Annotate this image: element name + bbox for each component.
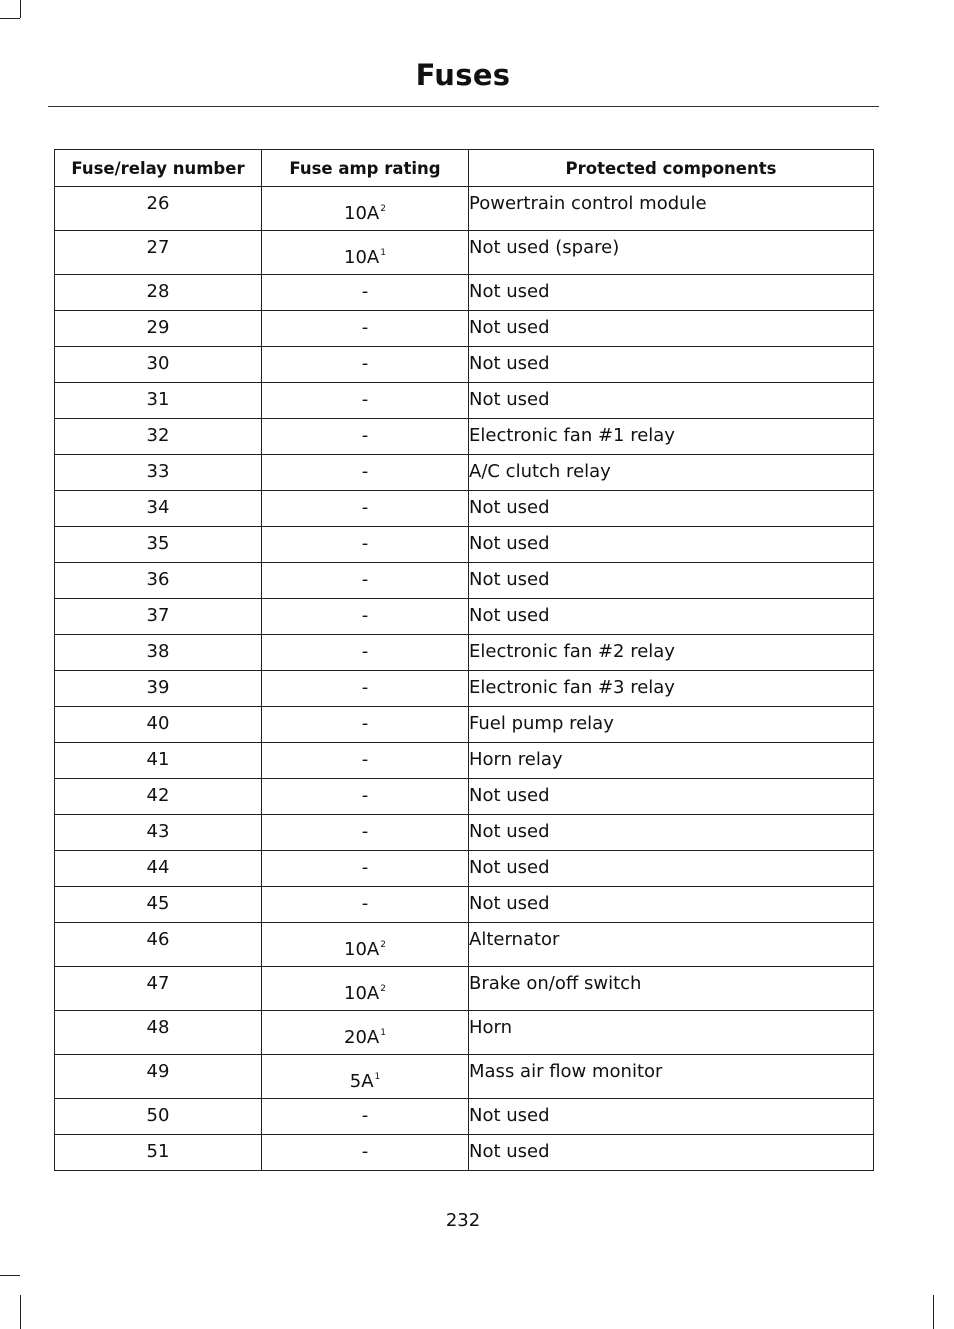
table-row — [55, 1055, 874, 1099]
amp-rating-cell — [262, 563, 469, 599]
protected-component-cell: Not used — [469, 599, 874, 635]
amp-rating-cell — [262, 311, 469, 347]
protected-component-cell: Not used (spare) — [469, 231, 874, 275]
fuse-number-cell: 30 — [55, 347, 262, 383]
fuse-table — [54, 149, 874, 1171]
fuse-number-cell: 38 — [55, 635, 262, 671]
amp-rating-cell — [262, 1011, 469, 1055]
protected-component-cell: A/C clutch relay — [469, 455, 874, 491]
table-row — [55, 347, 874, 383]
amp-rating-value: - — [361, 1105, 369, 1126]
footnote-marker: 1 — [380, 1028, 386, 1038]
amp-rating-value: - — [361, 497, 369, 518]
amp-rating-cell — [262, 635, 469, 671]
amp-rating-cell — [262, 967, 469, 1011]
footnote-marker: 1 — [374, 1072, 381, 1082]
fuse-number-cell: 40 — [55, 707, 262, 743]
fuse-number-cell: 51 — [55, 1135, 262, 1171]
amp-rating-value: 20A — [344, 1027, 380, 1048]
amp-rating-value: 10A — [344, 203, 380, 224]
protected-component-cell: Electronic fan #1 relay — [469, 419, 874, 455]
protected-component-cell: Not used — [469, 887, 874, 923]
amp-rating-value: - — [361, 533, 369, 554]
amp-rating-value: - — [361, 1141, 369, 1162]
amp-rating-cell — [262, 1055, 469, 1099]
amp-rating-cell — [262, 275, 469, 311]
amp-rating-cell — [262, 231, 469, 275]
table-row — [55, 275, 874, 311]
fuse-number-cell: 46 — [55, 923, 262, 967]
table-row — [55, 923, 874, 967]
amp-rating-value: - — [361, 749, 369, 770]
fuse-number-cell: 39 — [55, 671, 262, 707]
header-fuse-number: Fuse/relay number — [55, 150, 262, 187]
protected-component-cell: Mass air flow monitor — [469, 1055, 874, 1099]
table-row — [55, 671, 874, 707]
table-row — [55, 231, 874, 275]
fuse-number-cell: 43 — [55, 815, 262, 851]
amp-rating-value: - — [361, 713, 369, 734]
amp-rating-value: 10A — [344, 939, 380, 960]
fuse-number-cell: 49 — [55, 1055, 262, 1099]
amp-rating-value: - — [361, 821, 369, 842]
table-header-row — [55, 150, 874, 187]
amp-rating-value: 10A — [344, 983, 380, 1004]
fuse-number-cell: 41 — [55, 743, 262, 779]
table-row — [55, 1011, 874, 1055]
fuse-number-cell: 31 — [55, 383, 262, 419]
amp-rating-value: - — [361, 389, 369, 410]
amp-rating-value: - — [361, 677, 369, 698]
table-row — [55, 563, 874, 599]
table-row — [55, 187, 874, 231]
amp-rating-cell — [262, 743, 469, 779]
amp-rating-value: - — [361, 605, 369, 626]
fuse-number-cell: 45 — [55, 887, 262, 923]
table-row — [55, 887, 874, 923]
fuse-number-cell: 26 — [55, 187, 262, 231]
header-amp-rating: Fuse amp rating — [262, 150, 469, 187]
amp-rating-cell — [262, 923, 469, 967]
amp-rating-cell — [262, 187, 469, 231]
table-row — [55, 527, 874, 563]
table-row — [55, 383, 874, 419]
amp-rating-value: - — [361, 425, 369, 446]
fuse-number-cell: 29 — [55, 311, 262, 347]
protected-component-cell: Not used — [469, 779, 874, 815]
amp-rating-value: 5A — [349, 1071, 374, 1092]
page-number: 232 — [445, 1210, 481, 1231]
amp-rating-value: - — [361, 317, 369, 338]
table-row — [55, 815, 874, 851]
amp-rating-cell — [262, 599, 469, 635]
amp-rating-cell — [262, 671, 469, 707]
protected-component-cell: Not used — [469, 1099, 874, 1135]
table-row — [55, 599, 874, 635]
table-row — [55, 967, 874, 1011]
amp-rating-cell — [262, 1099, 469, 1135]
protected-component-cell: Not used — [469, 311, 874, 347]
amp-rating-cell — [262, 887, 469, 923]
table-row — [55, 635, 874, 671]
table-row — [55, 1099, 874, 1135]
fuse-number-cell: 48 — [55, 1011, 262, 1055]
fuse-number-cell: 27 — [55, 231, 262, 275]
protected-component-cell: Not used — [469, 563, 874, 599]
footnote-marker: 2 — [380, 984, 386, 994]
amp-rating-cell — [262, 779, 469, 815]
amp-rating-value: - — [361, 281, 369, 302]
table-row — [55, 311, 874, 347]
fuse-number-cell: 50 — [55, 1099, 262, 1135]
crop-mark — [20, 0, 21, 18]
fuse-number-cell: 28 — [55, 275, 262, 311]
crop-mark — [0, 1275, 20, 1276]
amp-rating-value: - — [361, 353, 369, 374]
protected-component-cell: Horn relay — [469, 743, 874, 779]
fuse-number-cell: 33 — [55, 455, 262, 491]
protected-component-cell: Fuel pump relay — [469, 707, 874, 743]
fuse-number-cell: 47 — [55, 967, 262, 1011]
amp-rating-cell — [262, 419, 469, 455]
amp-rating-cell — [262, 707, 469, 743]
amp-rating-cell — [262, 455, 469, 491]
table-row — [55, 851, 874, 887]
protected-component-cell: Electronic fan #3 relay — [469, 671, 874, 707]
protected-component-cell: Not used — [469, 815, 874, 851]
amp-rating-value: - — [361, 893, 369, 914]
crop-mark — [0, 18, 20, 19]
fuse-number-cell: 35 — [55, 527, 262, 563]
fuse-number-cell: 36 — [55, 563, 262, 599]
footnote-marker: 2 — [380, 940, 386, 950]
protected-component-cell: Electronic fan #2 relay — [469, 635, 874, 671]
amp-rating-cell — [262, 527, 469, 563]
table-body — [55, 187, 874, 1171]
fuse-number-cell: 42 — [55, 779, 262, 815]
protected-component-cell: Not used — [469, 491, 874, 527]
amp-rating-value: - — [361, 641, 369, 662]
header-protected-components: Protected components — [469, 150, 874, 187]
table-row — [55, 1135, 874, 1171]
table-row — [55, 455, 874, 491]
fuse-number-cell: 44 — [55, 851, 262, 887]
protected-component-cell: Not used — [469, 383, 874, 419]
amp-rating-cell — [262, 851, 469, 887]
protected-component-cell: Powertrain control module — [469, 187, 874, 231]
amp-rating-value: 10A — [344, 247, 380, 268]
footnote-marker: 1 — [380, 248, 386, 258]
page-title: Fuses — [415, 58, 511, 92]
amp-rating-cell — [262, 491, 469, 527]
amp-rating-value: - — [361, 461, 369, 482]
amp-rating-cell — [262, 383, 469, 419]
table-row — [55, 707, 874, 743]
protected-component-cell: Not used — [469, 527, 874, 563]
protected-component-cell: Not used — [469, 851, 874, 887]
protected-component-cell: Not used — [469, 275, 874, 311]
crop-mark — [20, 1295, 21, 1329]
amp-rating-cell — [262, 347, 469, 383]
table-row — [55, 419, 874, 455]
fuse-number-cell: 32 — [55, 419, 262, 455]
protected-component-cell: Alternator — [469, 923, 874, 967]
amp-rating-value: - — [361, 857, 369, 878]
footnote-marker: 2 — [380, 204, 386, 214]
amp-rating-cell — [262, 815, 469, 851]
fuse-number-cell: 37 — [55, 599, 262, 635]
table-row — [55, 779, 874, 815]
table-row — [55, 743, 874, 779]
protected-component-cell: Not used — [469, 347, 874, 383]
amp-rating-cell — [262, 1135, 469, 1171]
table-row — [55, 491, 874, 527]
protected-component-cell: Not used — [469, 1135, 874, 1171]
fuse-number-cell: 34 — [55, 491, 262, 527]
amp-rating-value: - — [361, 569, 369, 590]
protected-component-cell: Horn — [469, 1011, 874, 1055]
protected-component-cell: Brake on/off switch — [469, 967, 874, 1011]
crop-mark — [933, 1295, 934, 1329]
title-divider — [48, 106, 879, 107]
amp-rating-value: - — [361, 785, 369, 806]
